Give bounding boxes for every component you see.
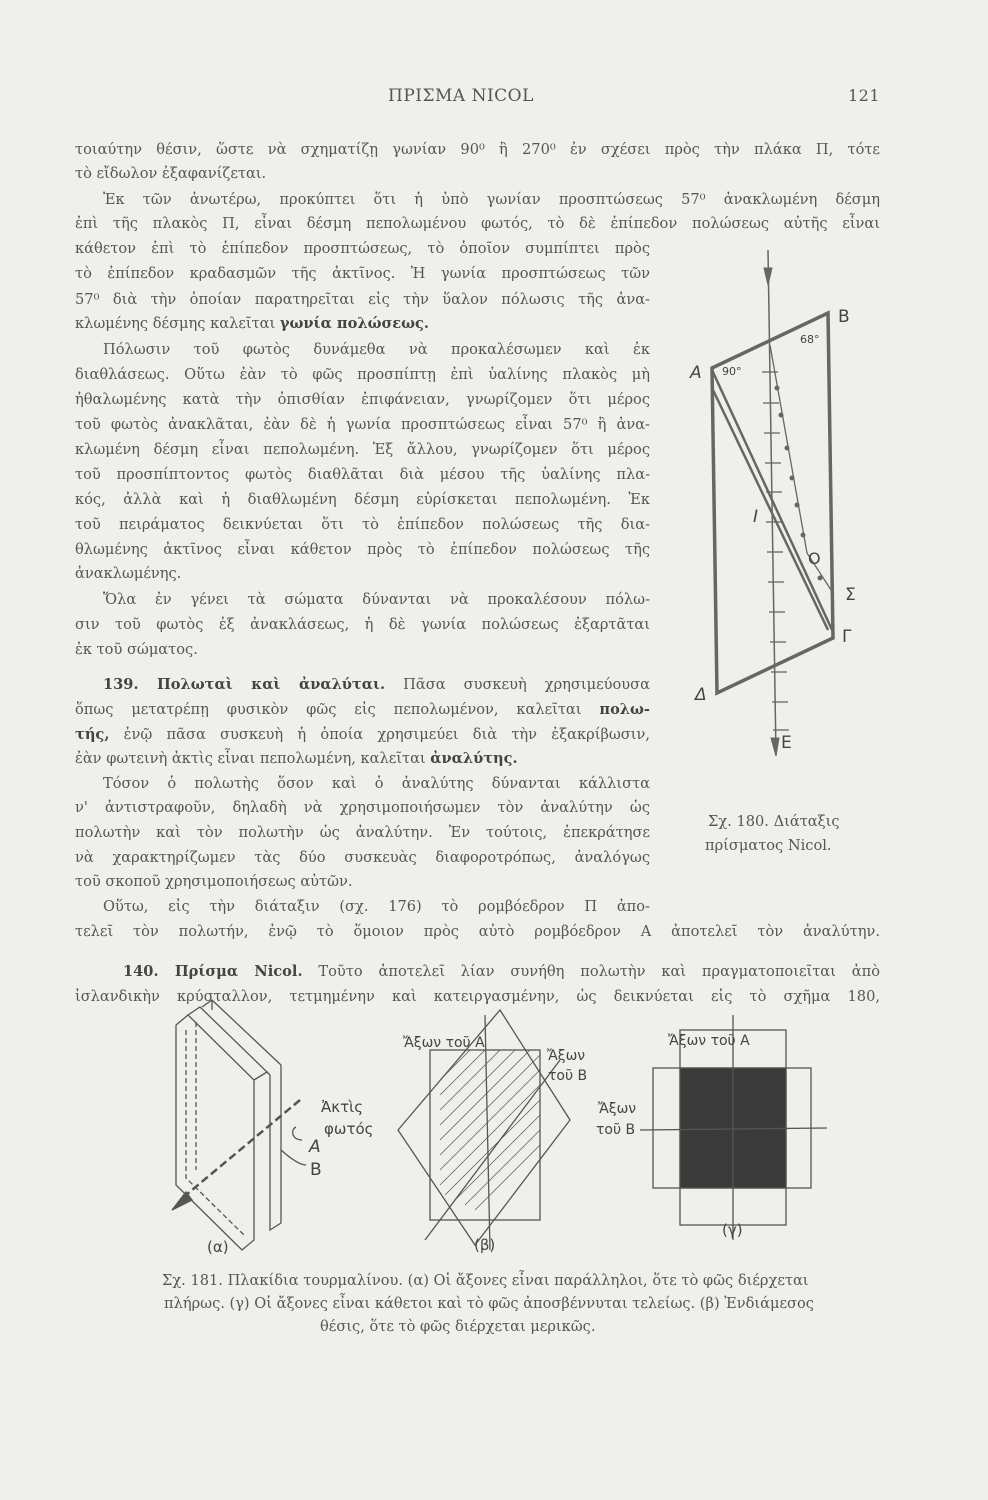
- text-line: [75, 515, 650, 535]
- text-line: [75, 615, 650, 635]
- text-line: [75, 465, 650, 485]
- text-line: [75, 214, 880, 234]
- text-line: [75, 872, 650, 892]
- text-line: [103, 590, 650, 610]
- text-segment: πολωτὴν καὶ τὸν πολωτὴν ὡς ἀναλύτην. Ἐν τούτοις, ἐπεκράτησε: [75, 824, 650, 841]
- text-segment: τὸ ἐπίπεδον κραδασμῶν τῆς ἀκτῖνος. Ἡ γωνία προσπτώσεως τῶν: [75, 265, 650, 282]
- text-line: [75, 440, 650, 460]
- hatched-overlap: [440, 1050, 540, 1210]
- ray-label-line-2: φωτός: [324, 1120, 374, 1138]
- label-angle-68: 68°: [800, 333, 820, 346]
- text-line: [75, 264, 650, 284]
- arrow-top: [764, 268, 772, 285]
- figure-181a-plates: [172, 1000, 306, 1250]
- figure-181-tourmaline-plates: [140, 995, 860, 1265]
- text-segment: κάθετον ἐπὶ τὸ ἐπίπεδον προσπτώσεως, τὸ ὁποῖον συμπίπτει πρὸς: [75, 240, 650, 257]
- figure-181b-label: (β): [474, 1236, 496, 1254]
- text-line: [75, 564, 650, 584]
- text-line: [75, 314, 650, 334]
- text-segment: τὸ εἴδωλον ἐξαφανίζεται.: [75, 165, 267, 182]
- text-segment: Πόλωσιν τοῦ φωτὸς δυνάμεθα νὰ προκαλέσωμεν καὶ ἐκ: [103, 341, 650, 358]
- label-A: A: [690, 363, 702, 383]
- text-segment: ἠθαλωμένης κατὰ τὴν ὀπισθίαν ἐπιφάνειαν, γνωρίζομεν ὅτι μέρος: [75, 391, 650, 408]
- text-segment: ἐνῷ πᾶσα συσκευὴ ἡ ὁποία χρησιμεύει διὰ τὴν ἐξακρίβωσιν,: [109, 726, 650, 743]
- plate-label-B: B: [310, 1160, 322, 1180]
- text-segment: Τοῦτο ἀποτελεῖ λίαν συνήθη πολωτὴν καὶ πραγματοποιεῖται ἀπὸ: [302, 963, 880, 980]
- figure-181-caption-line-1: Σχ. 181. Πλακίδια τουρμαλίνου. (α) Οἱ ἄξονες εἶναι παράλληλοι, ὅτε τὸ φῶς διέρχεται: [162, 1272, 809, 1289]
- figure-181c-label: (γ): [722, 1221, 743, 1239]
- text-segment: σιν τοῦ φωτὸς ἐξ ἀνακλάσεως, ἡ δὲ γωνία πολώσεως ἐξαρτᾶται: [75, 616, 650, 633]
- text-line: [75, 164, 880, 184]
- text-line: [103, 897, 650, 917]
- c-axis-a-label: Ἄξων τοῦ A: [668, 1033, 750, 1049]
- text-line: [123, 962, 880, 982]
- text-segment: ἐκ τοῦ σώματος.: [75, 641, 198, 658]
- text-line: [75, 540, 650, 560]
- text-line: [103, 190, 880, 210]
- plate-label-A: A: [309, 1137, 321, 1157]
- ray-label-line-1: Ἀκτὶς: [321, 1098, 364, 1116]
- text-line: [75, 239, 650, 259]
- bold-term: ἀναλύτης.: [430, 750, 518, 767]
- text-line: [75, 848, 650, 868]
- text-segment: κός, ἀλλὰ καὶ ἡ διαθλωμένη δέσμη εὑρίσκεται πεπολωμένη. Ἐκ: [75, 491, 650, 508]
- b-axis-b-label-2: τοῦ B: [548, 1068, 588, 1084]
- bold-term: 140. Πρίσμα Nicol.: [123, 963, 303, 980]
- label-E: E: [781, 733, 792, 753]
- text-line: [75, 749, 650, 769]
- text-segment: ἐπὶ τῆς πλακὸς Π, εἶναι δέσμη πεπολωμένου φωτός, τὸ δὲ ἐπίπεδον πολώσεως αὐτῆς εἶναι: [75, 215, 880, 232]
- text-line: [75, 390, 650, 410]
- text-segment: ν' ἀντιστραφοῦν, δηλαδὴ νὰ χρησιμοποιήσωμεν τὸν ἀναλύτην ὡς: [75, 799, 650, 816]
- text-segment: ἀνακλωμένης.: [75, 565, 182, 582]
- text-segment: κλωμένης δέσμης καλεῖται: [75, 315, 280, 332]
- text-line: [103, 340, 650, 360]
- text-segment: τοῦ προσπίπτοντος φωτὸς διαθλᾶται διὰ μέσου τῆς ὑαλίνης πλα-: [75, 466, 650, 483]
- text-segment: ἐὰν φωτεινὴ ἀκτὶς εἶναι πεπολωμένη, καλεῖται: [75, 750, 431, 767]
- reflected-ray: [770, 345, 833, 593]
- text-segment: τοῦ πειράματος δεικνύεται ὅτι τὸ ἐπίπεδον πολώσεως τῆς δια-: [75, 516, 650, 533]
- label-Delta: Δ: [695, 685, 707, 705]
- label-Sigma: Σ: [845, 585, 856, 605]
- bold-term: πολω-: [599, 701, 650, 718]
- text-line: [75, 823, 650, 843]
- b-axis-b-label-1: Ἄξων: [547, 1048, 586, 1064]
- label-Gamma: Γ: [842, 627, 852, 647]
- text-segment: Ὅλα ἐν γένει τὰ σώματα δύνανται νὰ προκαλέσουν πόλω-: [103, 591, 650, 608]
- c-axis-b-label-2: τοῦ B: [596, 1122, 636, 1138]
- bold-term: γωνία πολώσεως.: [279, 315, 429, 332]
- figure-180-nicol-prism: [680, 245, 880, 765]
- figure-181-caption-line-3: θέσις, ὅτε τὸ φῶς διέρχεται μερικῶς.: [320, 1318, 596, 1335]
- label-B: B: [838, 307, 850, 327]
- text-line: [75, 922, 880, 942]
- text-segment: θλωμένης ἀκτῖνος εἶναι κάθετον πρὸς τὸ ἐπίπεδον πολώσεως τῆς: [75, 541, 650, 558]
- b-axis-a-label: Ἄξων τοῦ A: [403, 1035, 485, 1051]
- arrow-bottom: [771, 738, 779, 756]
- text-segment: ὅπως μετατρέπῃ φυσικὸν φῶς εἰς πεπολωμένον, καλεῖται: [75, 701, 600, 718]
- text-segment: Πᾶσα συσκευὴ χρησιμεύουσα: [385, 676, 650, 693]
- label-angle-90: 90°: [722, 365, 742, 378]
- text-line: [75, 490, 650, 510]
- text-segment: 57⁰ διὰ τὴν ὁποίαν παρατηρεῖται εἰς τὴν ὕαλον πόλωσις τῆς ἀνα-: [75, 291, 650, 308]
- text-segment: νὰ χαρακτηρίζωμεν τὰς δύο συσκευὰς διαφοροτρόπως, ἀναλόγως: [75, 849, 650, 866]
- text-line: [75, 415, 650, 435]
- text-segment: κλωμένη δέσμη εἶναι πεπολωμένη. Ἐξ ἄλλου, γνωρίζομεν ὅτι μέρος: [75, 441, 650, 458]
- text-line: [75, 140, 880, 160]
- text-segment: Τόσον ὁ πολωτὴς ὅσον καὶ ὁ ἀναλύτης δύνανται κάλλιστα: [103, 775, 650, 792]
- c-axis-b-label-1: Ἄξων: [598, 1101, 637, 1117]
- text-segment: τελεῖ τὸν πολωτήν, ἐνῷ τὸ ὅμοιον πρὸς αὐτὸ ρομβόεδρον Α ἀποτελεῖ τὸν ἀναλύτην.: [75, 923, 880, 940]
- text-line: [103, 675, 650, 695]
- text-line: [75, 290, 650, 310]
- text-segment: τοῦ φωτὸς ἀνακλᾶται, ἐὰν δὲ ἡ γωνία προσπτώσεως εἶναι 57⁰ ἢ ἀνα-: [75, 416, 650, 433]
- bold-term: 139. Πολωταὶ καὶ ἀναλύται.: [103, 676, 386, 693]
- figure-180-caption-line-2: πρίσματος Nicol.: [705, 837, 832, 854]
- text-line: [103, 774, 650, 794]
- text-segment: Οὕτω, εἰς τὴν διάταξιν (σχ. 176) τὸ ρομβόεδρον Π ἀπο-: [103, 898, 650, 915]
- text-segment: διαθλάσεως. Οὕτω ἐὰν τὸ φῶς προσπίπτῃ ἐπὶ ὑαλίνης πλακὸς μὴ: [75, 366, 650, 383]
- figure-180-caption-line-1: Σχ. 180. Διάταξις: [708, 813, 840, 830]
- text-line: [75, 798, 650, 818]
- incident-ray: [768, 250, 776, 755]
- running-header-title: ΠΡΙΣΜΑ NICOL: [388, 86, 534, 106]
- text-segment: τοιαύτην θέσιν, ὥστε νὰ σχηματίζῃ γωνίαν 90⁰ ἢ 270⁰ ἐν σχέσει πρὸς τὴν πλάκα Π, τότε: [75, 141, 880, 158]
- page-number: 121: [848, 86, 881, 105]
- text-segment: Ἐκ τῶν ἀνωτέρω, προκύπτει ὅτι ἡ ὑπὸ γωνίαν προσπτώσεως 57⁰ ἀνακλωμένη δέσμη: [103, 191, 880, 208]
- text-segment: τοῦ σκοποῦ χρησιμοποιήσεως αὐτῶν.: [75, 873, 353, 890]
- bold-term: τής,: [75, 726, 110, 743]
- figure-181-caption-line-2: πλήρως. (γ) Οἱ ἄξονες εἶναι κάθετοι καὶ τὸ φῶς ἀποσβέννυται τελείως. (β) Ἐνδιάμεσος: [164, 1295, 814, 1312]
- label-O: O: [808, 549, 821, 568]
- text-segment: ἰσλανδικὴν κρύσταλλον, τετμημένην καὶ κατειργασμένην, ὡς δεικνύεται εἰς τὸ σχῆμα 180,: [75, 988, 880, 1005]
- text-line: [75, 640, 650, 660]
- label-I: I: [753, 507, 759, 527]
- figure-181a-label: (α): [207, 1238, 229, 1256]
- text-line: [75, 700, 650, 720]
- text-line: [75, 365, 650, 385]
- text-line: [75, 725, 650, 745]
